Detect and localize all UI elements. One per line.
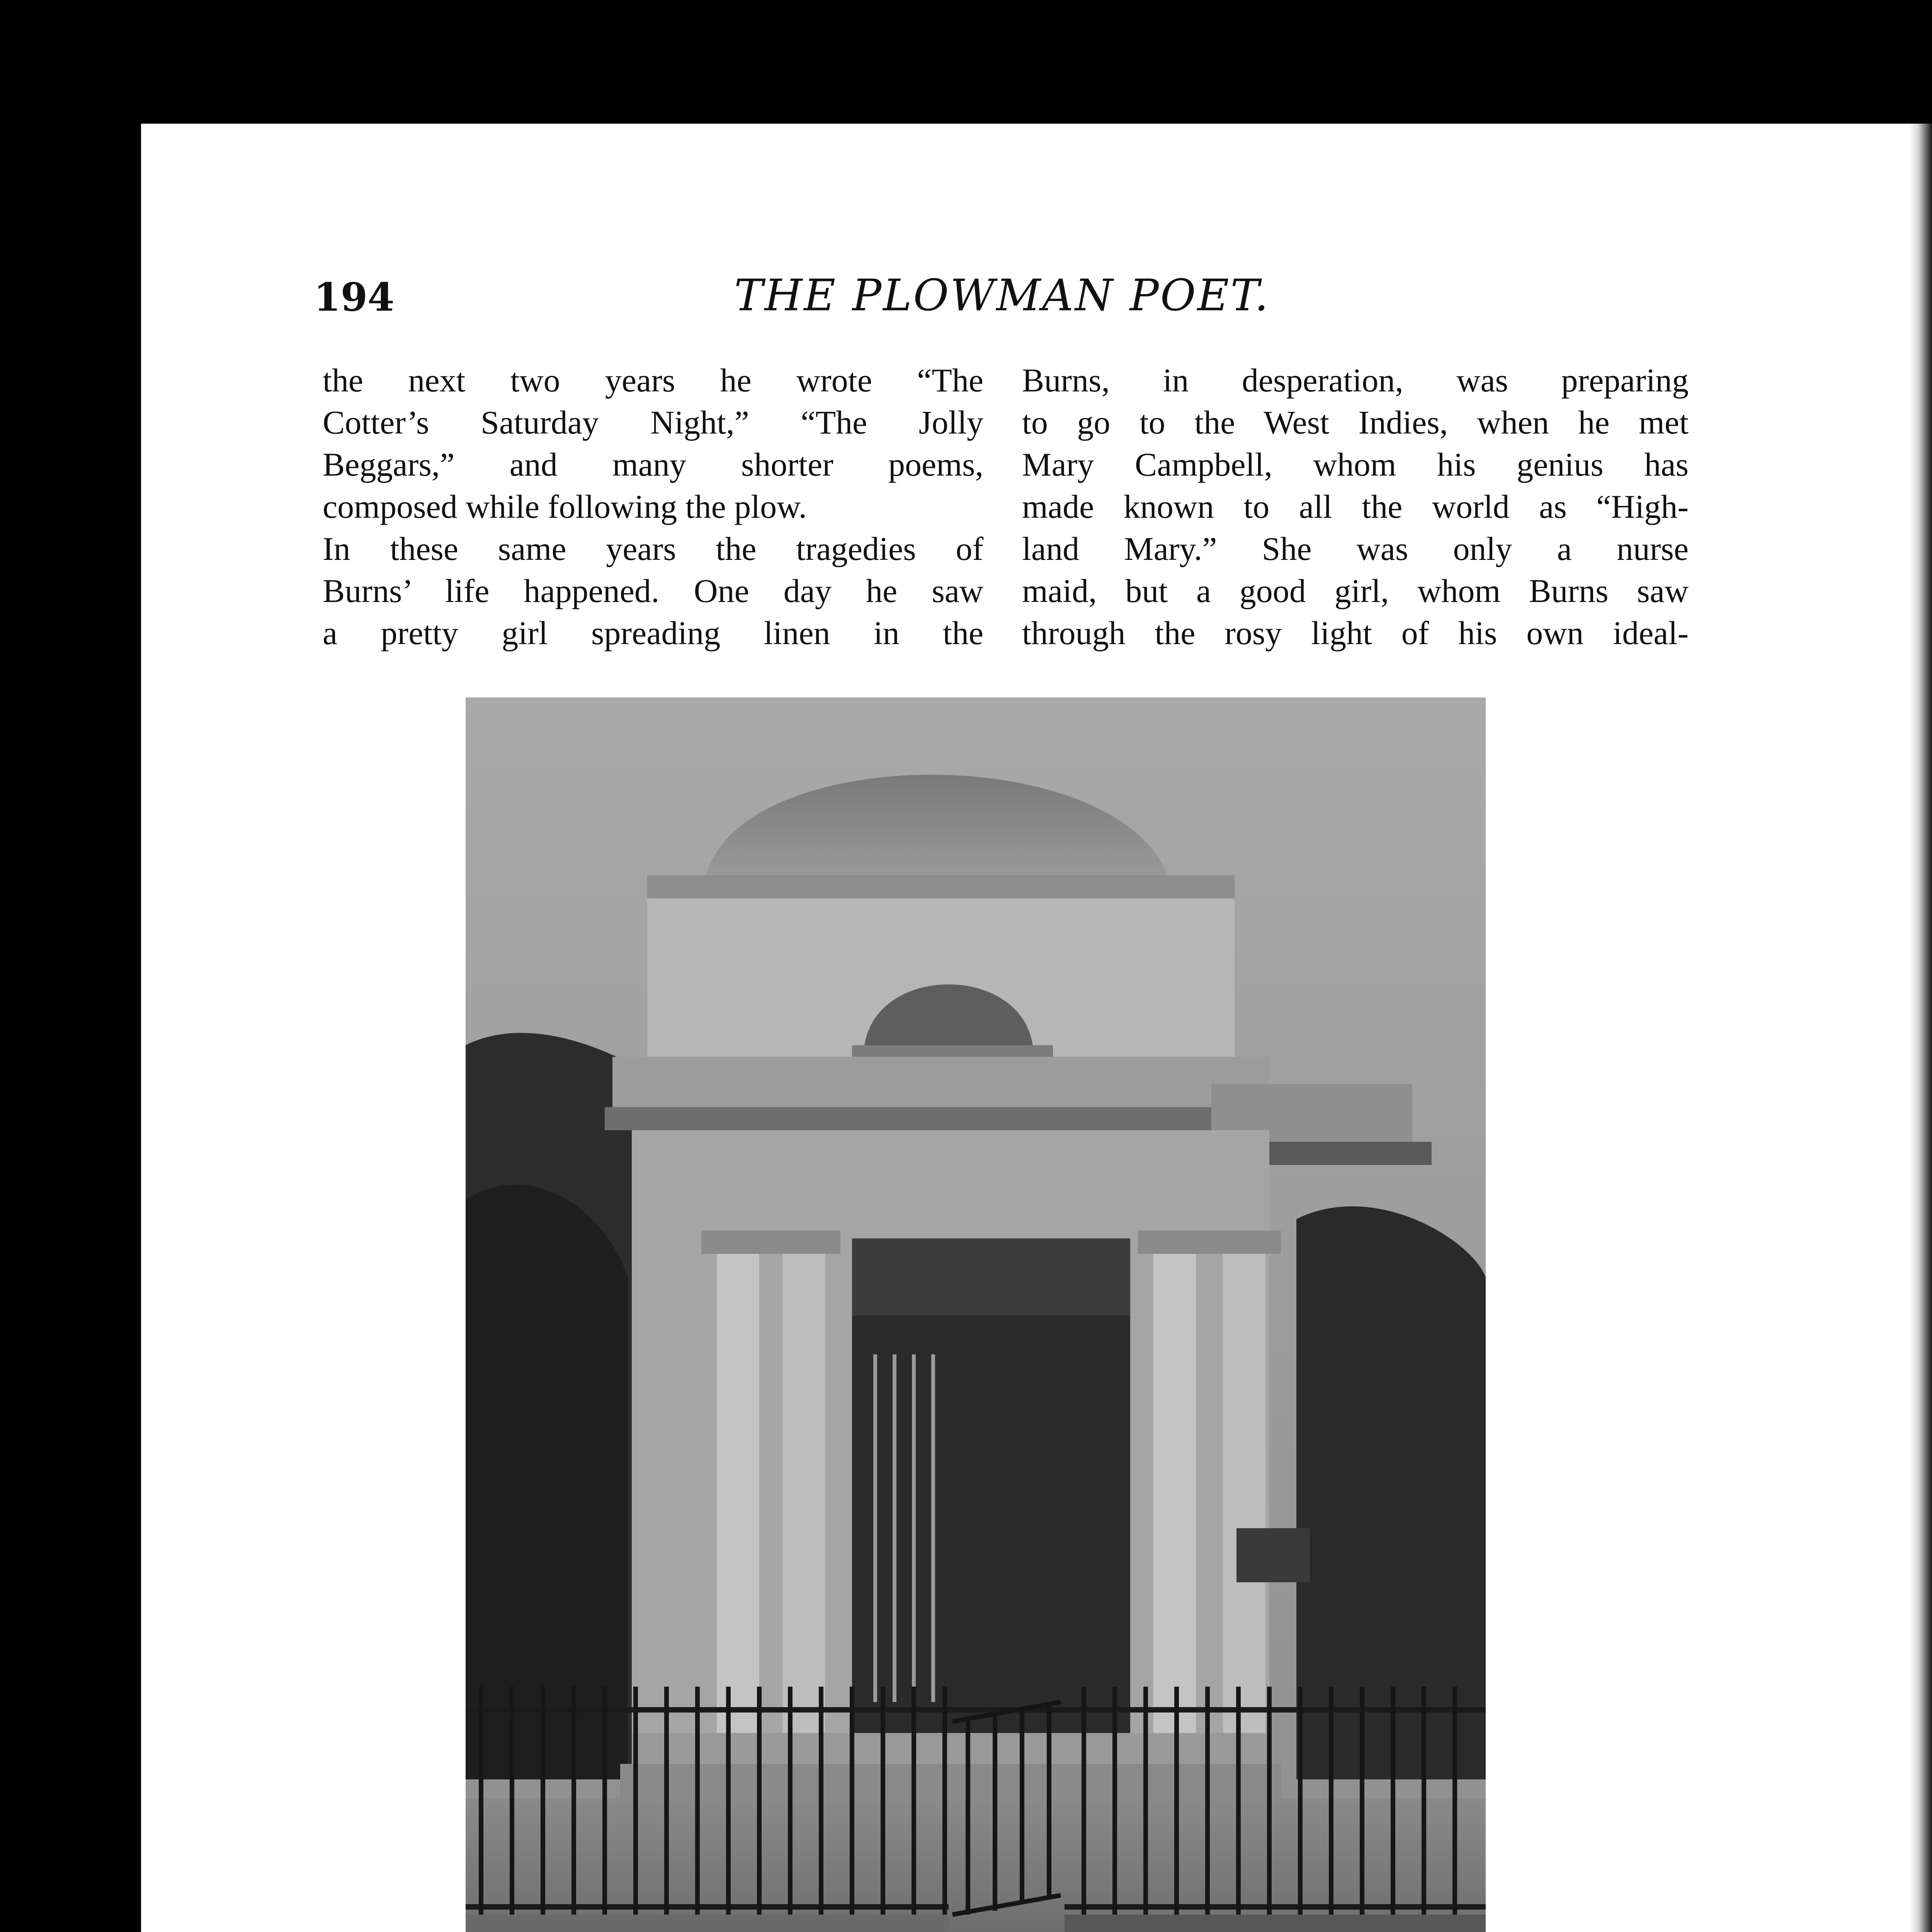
text-line: made known to all the world as “High- [1022, 488, 1689, 525]
text-line: Burns, in desperation, was preparing [1022, 362, 1689, 399]
text-line: the next two years he wrote “The [323, 362, 983, 399]
page-edge-shadow [1909, 124, 1932, 1932]
text-line: to go to the West Indies, when he met [1022, 404, 1689, 441]
column-top-left [323, 359, 983, 654]
photo-burns-grave [466, 697, 1486, 1932]
text-line: composed while following the plow. [323, 488, 807, 525]
text-line: Mary Campbell, whom his genius has [1022, 446, 1689, 483]
running-head: THE PLOWMAN POET. [734, 270, 1270, 321]
text-line: through the rosy light of his own ideal- [1022, 614, 1689, 651]
text-line: a pretty girl spreading linen in the [323, 614, 983, 651]
page-number: 194 [314, 274, 395, 320]
text-line: land Mary.” She was only a nurse [1022, 530, 1689, 567]
text-line: Beggars,” and many shorter poems, [323, 446, 983, 483]
photo-mausoleum-illustration [466, 697, 1486, 1932]
text-line: maid, but a good girl, whom Burns saw [1022, 572, 1689, 609]
text-line: In these same years the tragedies of [323, 530, 983, 567]
text-line: Cotter’s Saturday Night,” “The Jolly [323, 404, 983, 441]
column-top-right [1022, 359, 1689, 654]
text-line: Burns’ life happened. One day he saw [323, 572, 983, 609]
